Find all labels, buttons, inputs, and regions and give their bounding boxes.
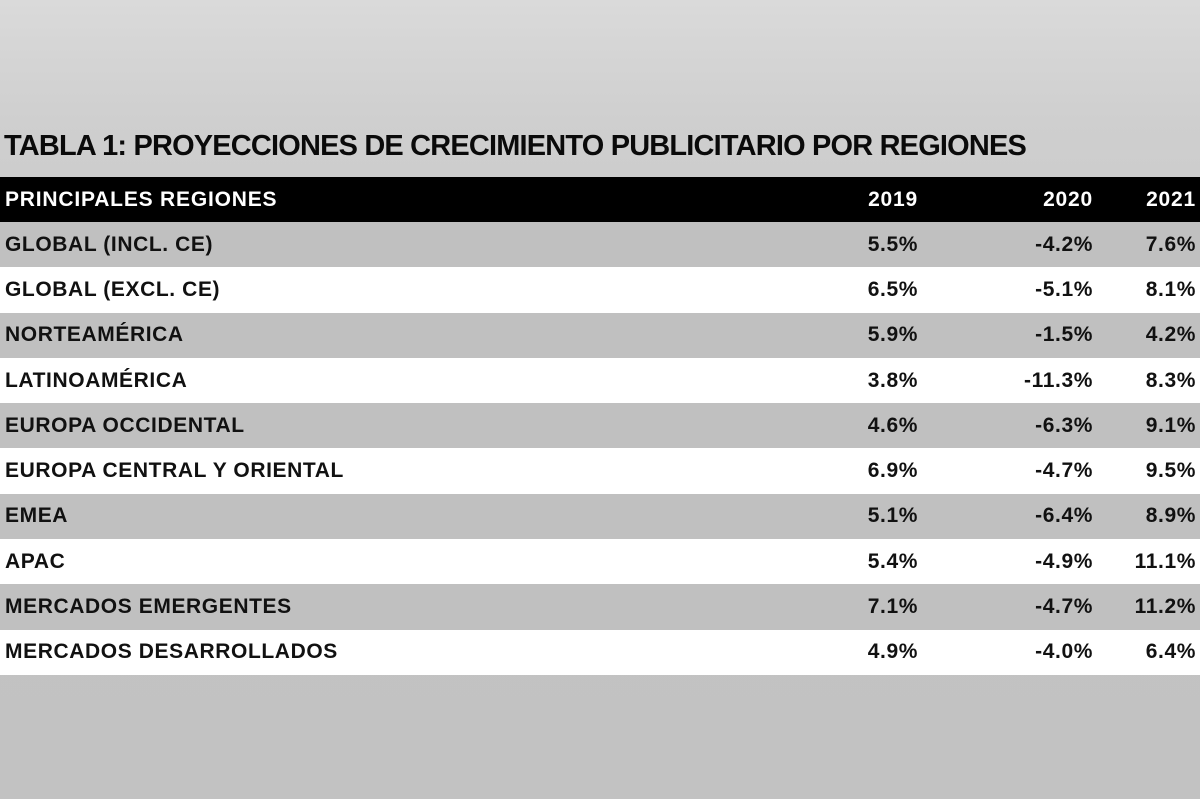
region-cell: GLOBAL (INCL. CE) [5, 232, 214, 256]
value-2019-cell: 3.8% [867, 368, 918, 392]
value-2020-cell: -5.1% [1035, 277, 1093, 301]
region-cell: LATINOAMÉRICA [5, 368, 188, 392]
table-row [0, 358, 1200, 403]
region-cell: NORTEAMÉRICA [5, 323, 184, 347]
value-2020-cell: -1.5% [1035, 323, 1093, 347]
region-cell: MERCADOS EMERGENTES [5, 595, 292, 619]
region-cell: EMEA [5, 504, 69, 528]
value-2019-cell: 5.5% [867, 232, 918, 256]
table-row [0, 313, 1200, 358]
value-2020-cell: -4.9% [1035, 549, 1093, 573]
value-2019-cell: 7.1% [867, 595, 918, 619]
value-2021-cell: 11.1% [1134, 549, 1196, 573]
value-2021-cell: 9.5% [1145, 459, 1196, 483]
value-2019-cell: 5.1% [867, 504, 918, 528]
value-2020-cell: -4.2% [1035, 232, 1093, 256]
value-2021-cell: 6.4% [1145, 640, 1196, 664]
region-cell: APAC [5, 549, 66, 573]
table-row [0, 494, 1200, 539]
table-title: TABLA 1: PROYECCIONES DE CRECIMIENTO PUBLICITARIO POR REGIONES [4, 130, 1026, 162]
region-cell: EUROPA CENTRAL Y ORIENTAL [5, 459, 344, 483]
table-row [0, 630, 1200, 675]
region-cell: EUROPA OCCIDENTAL [5, 413, 245, 437]
value-2019-cell: 5.9% [867, 323, 918, 347]
value-2021-cell: 11.2% [1134, 595, 1196, 619]
region-cell: MERCADOS DESARROLLADOS [5, 640, 338, 664]
value-2019-cell: 4.9% [867, 640, 918, 664]
value-2020-cell: -4.7% [1035, 595, 1093, 619]
header-region: PRINCIPALES REGIONES [5, 187, 278, 211]
value-2021-cell: 9.1% [1145, 413, 1196, 437]
table-header-row [0, 177, 1200, 222]
header-2019: 2019 [868, 187, 918, 211]
growth-table [0, 177, 1200, 675]
value-2020-cell: -6.4% [1035, 504, 1093, 528]
value-2020-cell: -4.0% [1035, 640, 1093, 664]
value-2019-cell: 6.9% [867, 459, 918, 483]
header-2020: 2020 [1043, 187, 1093, 211]
value-2021-cell: 8.9% [1145, 504, 1196, 528]
region-cell: GLOBAL (EXCL. CE) [5, 277, 221, 301]
value-2019-cell: 4.6% [867, 413, 918, 437]
value-2021-cell: 8.3% [1145, 368, 1196, 392]
table-row [0, 539, 1200, 584]
table-row [0, 222, 1200, 267]
table-row [0, 403, 1200, 448]
value-2019-cell: 5.4% [867, 549, 918, 573]
header-2021: 2021 [1146, 187, 1196, 211]
table-row [0, 448, 1200, 493]
table-row [0, 267, 1200, 312]
value-2021-cell: 8.1% [1145, 277, 1196, 301]
value-2019-cell: 6.5% [867, 277, 918, 301]
table-row [0, 584, 1200, 629]
value-2021-cell: 4.2% [1145, 323, 1196, 347]
value-2020-cell: -6.3% [1035, 413, 1093, 437]
value-2020-cell: -11.3% [1024, 368, 1093, 392]
value-2021-cell: 7.6% [1145, 232, 1196, 256]
value-2020-cell: -4.7% [1035, 459, 1093, 483]
